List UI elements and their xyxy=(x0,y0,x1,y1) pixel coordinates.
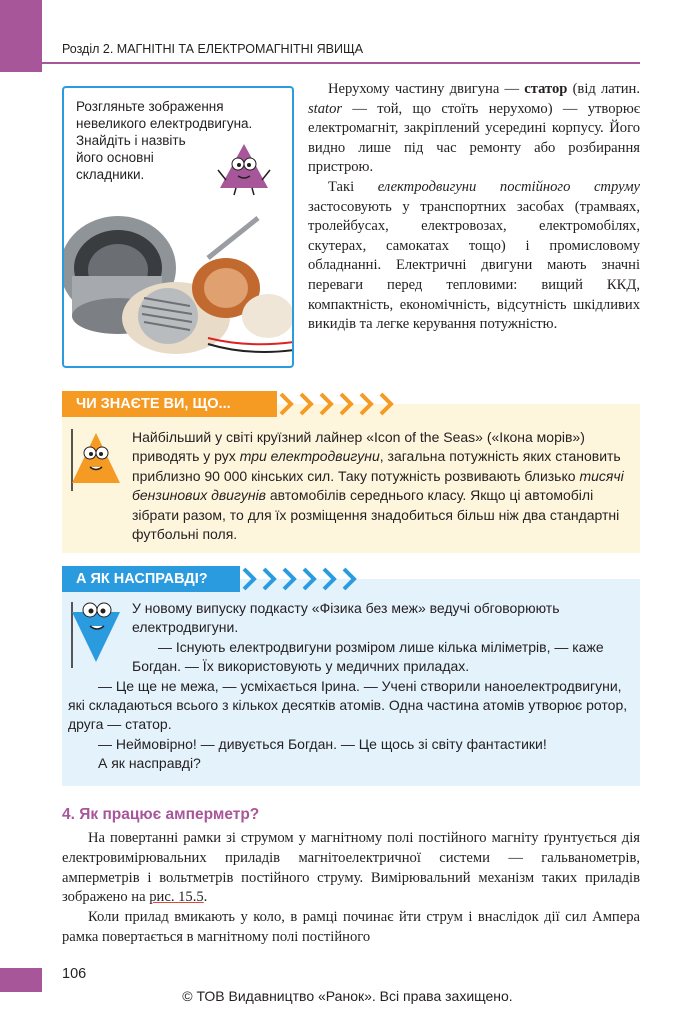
text-run: . xyxy=(203,889,208,906)
really-paragraph: А як насправді? xyxy=(98,755,201,772)
text-run: Такі xyxy=(328,178,378,195)
really-paragraph: — Неймовірно! — дивується Богдан. — Це щось зі світу фантастики! xyxy=(98,735,547,752)
section-paragraph: Коли прилад вмикають у коло, в рамці починає йти струм і внаслідок дії сил Ампера рамка повертається в магнітному полі постійного xyxy=(62,909,640,945)
chevrons-icon xyxy=(277,391,395,417)
did-you-know-title: ЧИ ЗНАЄТЕ ВИ, ЩО... xyxy=(62,391,277,417)
stator-paragraph xyxy=(308,80,640,178)
text-run: застосовують у транспортних засобах (трамваях, тролейбусах, електровозах, електромобілях, скутерах, самокатах тощо) і промисловому обладнанні. Електричні двигуни мають значні переваги перед тепловими: вищий ККД, компактність, економічність, відсутність шкідливих викидів та легке керування потужністю. xyxy=(308,198,640,333)
term-latin: stator xyxy=(308,100,343,117)
figure-caption-line: Знайдіть і назвіть xyxy=(76,133,186,148)
did-you-know-box xyxy=(62,391,640,553)
chevrons-icon xyxy=(240,566,358,592)
text-run: , загальна потужність яких становить приблизно 90 000 кінських сил. Таку потужність розвивають близько xyxy=(132,448,621,484)
page-number: 106 xyxy=(62,966,87,982)
did-you-know-text xyxy=(68,428,634,544)
emphasis: тисячі бензинових двигунів xyxy=(132,467,624,504)
section-body xyxy=(62,829,640,948)
text-run: — той, що стоїть нерухомо) — утворює електромагніт, закріплений усередині корпусу. Його видно лише під час ремонту або розбирання пристрою. xyxy=(308,100,640,176)
really-paragraph: — Це ще не межа, — усміхається Ірина. — Учені створили наноелектродвигуни, які складаються всього з кількох десятків атомів. Одна частина атомів утворює ротор, друга — статор. xyxy=(68,677,628,733)
did-you-know-paragraph xyxy=(68,428,634,544)
figure-card xyxy=(62,86,294,368)
chapter-tab-top xyxy=(0,0,42,72)
term-stator: статор xyxy=(524,81,568,97)
section-heading: 4. Як працює амперметр? xyxy=(62,806,260,823)
really-paragraph: У новому випуску подкасту «Фізика без меж» ведучі обговорюють електродвигуни. xyxy=(132,600,560,636)
triangle-character-icon xyxy=(216,140,272,196)
emphasis: три електродвигуни xyxy=(239,448,380,465)
electric-motor-photo xyxy=(62,198,294,368)
figure-caption-line: його основні xyxy=(76,150,154,165)
text-run: автомобілів середнього класу. Якщо ці автомобілі зібрати разом, то для їх розміщення знадобиться більш ніж два стандартні футбольні поля. xyxy=(132,487,620,543)
dc-motors-paragraph xyxy=(308,178,640,335)
term-dc-motors: електродвигуни постійного струму xyxy=(377,178,640,195)
section-paragraph xyxy=(62,829,640,908)
figure-caption-line: невеликого електродвигуна. xyxy=(76,116,253,131)
really-paragraph: — Існують електродвигуни розміром лише кілька міліметрів, — каже Богдан. — Їх використовують у медичних приладах. xyxy=(132,638,604,675)
text-run: Найбільший у світі круїзний лайнер «Icon of the Seas» («Ікона морів») приводять у рух xyxy=(132,429,585,465)
stator-description xyxy=(308,80,640,335)
really-box xyxy=(62,566,640,786)
text-run: Нерухому частину двигуна — xyxy=(328,81,525,97)
chapter-header: Розділ 2. МАГНІТНІ ТА ЕЛЕКТРОМАГНІТНІ ЯВИЩА xyxy=(62,42,364,56)
figure-caption-line: складники. xyxy=(76,167,145,182)
text-run: (від латин. xyxy=(567,81,640,97)
really-title: А ЯК НАСПРАВДІ? xyxy=(62,566,240,592)
copyright-footer: © ТОВ Видавництво «Ранок». Всі права захищено. xyxy=(182,988,513,1004)
text-run: На повертанні рамки зі струмом у магнітному полі постійного магніту ґрунтується дія електровимірювальних приладів магнітоелектричної системи — гальванометрів, амперметрів і вольтметрів постійного струму. Вимірювальний механізм таких приладів зображено на xyxy=(62,830,640,906)
figure-reference-link[interactable]: рис. 15.5 xyxy=(149,889,204,906)
header-rule xyxy=(42,62,640,64)
figure-caption-line: Розгляньте зображення xyxy=(76,99,224,114)
really-text xyxy=(68,599,634,774)
